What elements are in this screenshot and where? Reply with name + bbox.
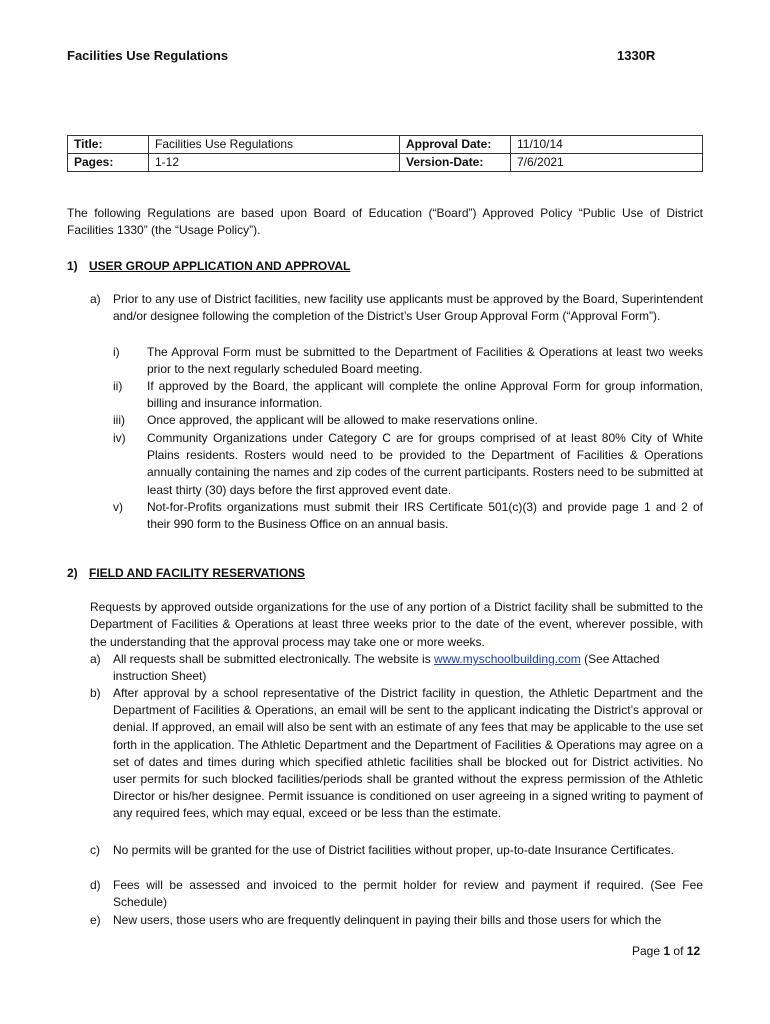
myschoolbuilding-link[interactable]: www.myschoolbuilding.com bbox=[434, 652, 581, 666]
list-marker: v) bbox=[113, 500, 123, 514]
page-footer bbox=[632, 944, 700, 958]
list-text-part: (See Attached instruction Sheet) bbox=[113, 652, 660, 684]
sub-list-item bbox=[113, 499, 703, 534]
sub-list-item bbox=[113, 412, 703, 430]
section-2-heading bbox=[67, 565, 305, 582]
list-marker: iii) bbox=[113, 413, 125, 427]
title-value: Facilities Use Regulations bbox=[149, 136, 400, 154]
list-marker: e) bbox=[90, 913, 101, 927]
list-marker: a) bbox=[90, 292, 101, 306]
section-1-heading bbox=[67, 258, 350, 275]
list-item bbox=[90, 291, 703, 343]
list-item bbox=[90, 912, 703, 930]
list-text: Once approved, the applicant will be allowed to make reservations online. bbox=[147, 413, 538, 427]
intro-paragraph: The following Regulations are based upon Board of Education (“Board”) Approved Policy “Public Use of District Facilities 1330” (the “Usage Policy”). bbox=[67, 206, 703, 238]
list-marker: d) bbox=[90, 878, 101, 892]
list-text: No permits will be granted for the use of District facilities without proper, up-to-date Insurance Certificates. bbox=[113, 843, 674, 857]
list-text bbox=[113, 651, 703, 685]
list-text: Fees will be assessed and invoiced to the permit holder for review and payment if required. (See Fee Schedule) bbox=[113, 878, 703, 910]
section-title: FIELD AND FACILITY RESERVATIONS bbox=[89, 566, 306, 580]
section-number: 2) bbox=[67, 566, 78, 580]
section-title: USER GROUP APPLICATION AND APPROVAL bbox=[89, 259, 351, 273]
list-marker: b) bbox=[90, 686, 101, 700]
meta-table bbox=[67, 135, 703, 172]
header-code: 1330R bbox=[617, 48, 656, 63]
list-item bbox=[90, 651, 703, 686]
list-text-part: All requests shall be submitted electronically. The website is bbox=[113, 652, 435, 666]
list-item bbox=[90, 877, 703, 912]
section-2-intro: Requests by approved outside organizations for the use of any portion of a District facility shall be submitted to the Department of Facilities & Operations at least three weeks prior to the date of the event, wherever possible, with the understanding that the approval process may take one or more weeks. bbox=[90, 600, 703, 649]
version-date-value: 7/6/2021 bbox=[511, 154, 703, 172]
approval-date-value: 11/10/14 bbox=[511, 136, 703, 154]
section-number: 1) bbox=[67, 259, 78, 273]
list-marker: c) bbox=[90, 843, 100, 857]
list-marker: a) bbox=[90, 652, 101, 666]
list-text: Not-for-Profits organizations must submit their IRS Certificate 501(c)(3) and provide page 1 and 2 of their 990 form to the Business Office on an annual basis. bbox=[147, 500, 703, 532]
page-number: 1 bbox=[663, 944, 671, 958]
pages-label: Pages: bbox=[68, 154, 149, 172]
list-text: After approval by a school representative of the District facility in question, the Athletic Department and the Department of Facilities & Operations, an email will be sent to the applicant indicating the District’s approval or denial. If approved, an email will also be sent with an estimate of any fees that may be applicable to the use set forth in the application. The Athletic Department and the Department of Facilities & Operations may agree on a set of dates and times during which specified athletic facilities shall be blocked out for District activities. No user permits for such blocked facilities/periods shall be granted without the express permission of the Athletic Director or his/her designee. Permit issuance is conditioned on user agreeing in a signed writing to payment of any required fees, which may equal, exceed or be less than the estimate. bbox=[113, 686, 703, 821]
list-text: New users, those users who are frequently delinquent in paying their bills and those users for which the bbox=[113, 913, 662, 927]
title-label: Title: bbox=[68, 136, 149, 154]
list-text: If approved by the Board, the applicant will complete the online Approval Form for group information, billing and insurance information. bbox=[147, 379, 703, 411]
list-marker: iv) bbox=[113, 431, 126, 445]
approval-date-label: Approval Date: bbox=[400, 136, 511, 154]
page-total: 12 bbox=[686, 944, 701, 958]
version-date-label: Version-Date: bbox=[400, 154, 511, 172]
sub-list-item bbox=[113, 430, 703, 500]
header-title: Facilities Use Regulations bbox=[67, 48, 229, 63]
list-item bbox=[90, 842, 703, 877]
list-text: The Approval Form must be submitted to the Department of Facilities & Operations at least two weeks prior to the next regularly scheduled Board meeting. bbox=[147, 345, 703, 377]
list-text: Prior to any use of District facilities, new facility use applicants must be approved by the Board, Superintendent and/or designee following the completion of the District’s User Group Approval Form (“Approval Form”). bbox=[113, 292, 703, 324]
sub-list-item bbox=[113, 378, 703, 413]
list-marker: i) bbox=[113, 345, 120, 359]
page-word: Page bbox=[632, 944, 661, 958]
sub-list-item bbox=[113, 344, 703, 379]
of-word: of bbox=[673, 944, 684, 958]
list-marker: ii) bbox=[113, 379, 123, 393]
list-item bbox=[90, 685, 703, 841]
pages-value: 1-12 bbox=[149, 154, 400, 172]
list-text: Community Organizations under Category C are for groups comprised of at least 80% City of White Plains residents. Rosters would need to be provided to the Department of Facilities & Operations annually containing the names and zip codes of the current participants. Rosters need to be submitted at least thirty (30) days before the first approved event date. bbox=[147, 431, 703, 497]
